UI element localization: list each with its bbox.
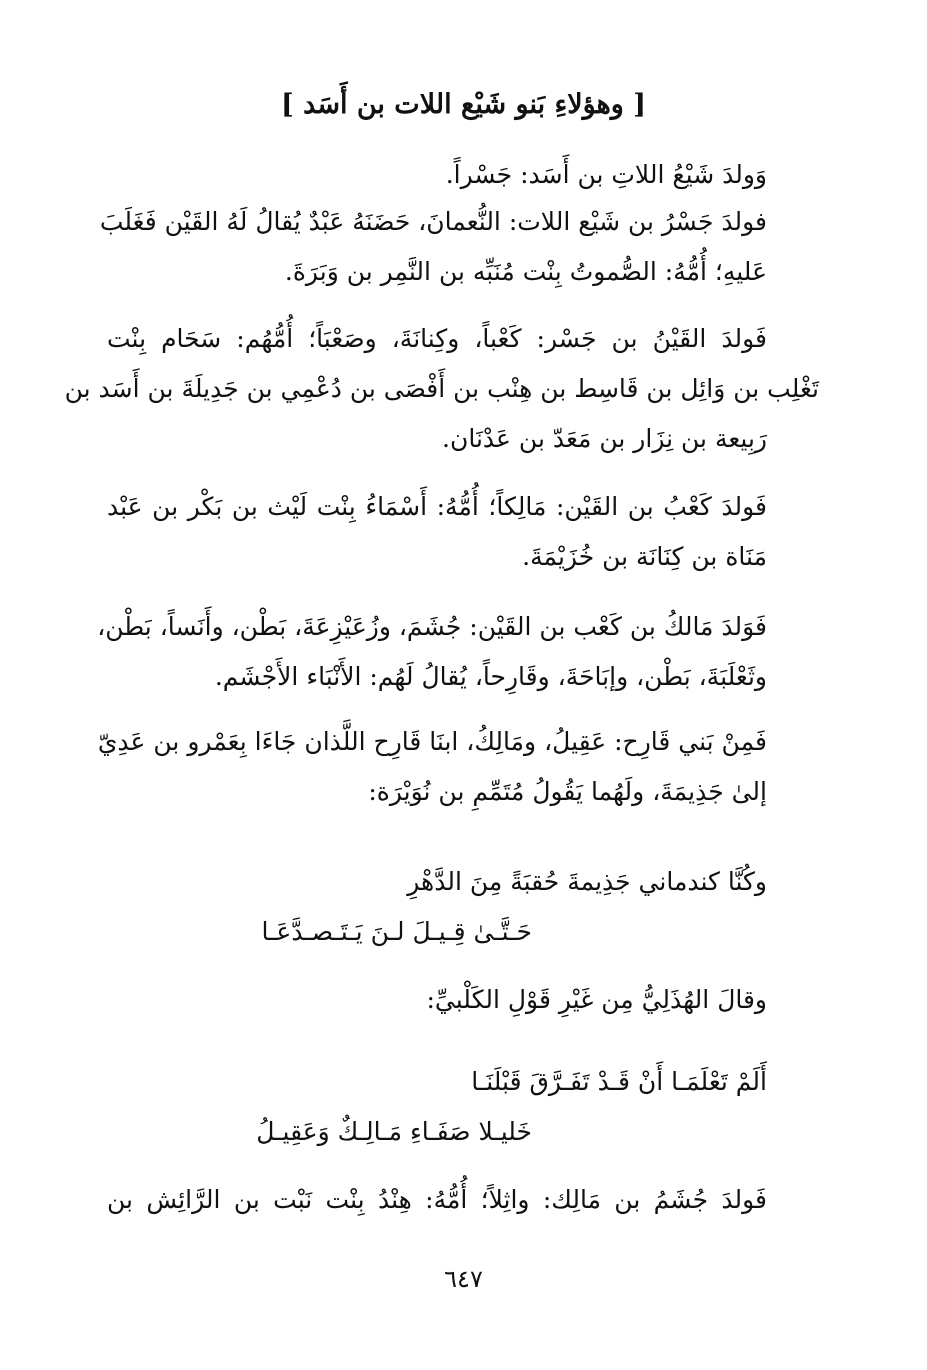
paragraph-7-line-1: وقالَ الهُذَلِيُّ مِن غَيْرِ قَوْلِ الكَلْبيِّ: — [426, 985, 767, 1014]
paragraph-1-line-1: وَولدَ شَيْعُ اللاتِ بن أَسَد: جَسْراً. — [445, 160, 767, 189]
paragraph-6-line-2: إلىٰ جَذِيمَةَ، ولَهُما يَقُولُ مُتَمِّمِ بن نُوَيْرَة: — [368, 777, 767, 806]
verse-1-first-hemistich: وكُنَّا كندماني جَذِيمةَ حُقبَةً مِنَ الدَّهْرِ — [407, 867, 767, 896]
paragraph-6-line-1: فَمِنْ بَني قَارِح: عَقِيلُ، ومَالِكُ، ابنَا قَارِح اللَّذان جَاءَا بِعَمْرو بن عَدِيّ — [97, 727, 767, 756]
page-number: ٦٤٧ — [444, 1265, 483, 1293]
paragraph-2-line-1: فولدَ جَسْرُ بن شَيْع اللات: النُّعمانَ، حَضَنَهُ عَبْدٌ يُقالُ لَهُ القَيْن فَغَلَبَ — [99, 207, 767, 236]
paragraph-5-line-2: وثَعْلَبَةَ، بَطْن، وإبَاحَةَ، وقَارِحاً، يُقالُ لَهُم: الأَنْبَاء الأَجْشَم. — [214, 662, 767, 691]
verse-2-second-hemistich: خَليـلا صَفَـاءِ مَـالِـكٌ وَعَقِيـلُ — [256, 1117, 532, 1146]
paragraph-8-line-1: فَولدَ جُشَمُ بن مَالِك: واثِلاً؛ أُمُّهُ: هِنْدُ بِنْت نَبْت بن الرَّائِش بن — [107, 1185, 767, 1214]
paragraph-5-line-1: فَوَلدَ مَالكُ بن كَعْب بن القَيْن: جُشَمَ، وزُعَيْزِعَةَ، بَطْن، وأَنَساً، بَطْن، — [97, 612, 767, 641]
paragraph-4-line-2: مَنَاة بن كِنَانَة بن خُزَيْمَةَ. — [522, 542, 767, 571]
section-title: [ وهؤلاءِ بَنو شَيْع اللات بن أَسَد ] — [280, 89, 647, 120]
verse-1-second-hemistich: حَـتَّـىٰ قِـيـلَ لـنَ يَـتَـصـدَّعَـا — [261, 917, 532, 946]
paragraph-4-line-1: فَولدَ كَعْبُ بن القَيْن: مَالِكاً؛ أُمُّهُ: أَسْمَاءُ بِنْت لَيْث بن بَكْر بن عَبْد — [107, 492, 767, 521]
paragraph-3-line-2: تَغْلِب بن وَائِل بن قَاسِط بن هِنْب بن أَفْصَى بن دُعْمِي بن جَدِيلَةَ بن أَسَد بن — [64, 374, 819, 403]
paragraph-2-line-2: عَليهِ؛ أُمُّهُ: الصُّموتُ بِنْت مُنَبِّه بن النَّمِر بن وَبَرَةَ. — [284, 257, 767, 286]
paragraph-3-line-1: فَولدَ القَيْنُ بن جَسْر: كَعْباً، وكِنانَةَ، وصَعْبَاً؛ أُمُّهُم: سَحَام بِنْت — [107, 324, 767, 353]
paragraph-3-line-3: رَبِيعة بن نِزَار بن مَعَدّ بن عَدْنَان. — [442, 424, 767, 453]
verse-2-first-hemistich: أَلَمْ تَعْلَمَـا أَنْ قَـدْ تَفَـرَّقَ قَبْلَنَـا — [471, 1067, 767, 1096]
